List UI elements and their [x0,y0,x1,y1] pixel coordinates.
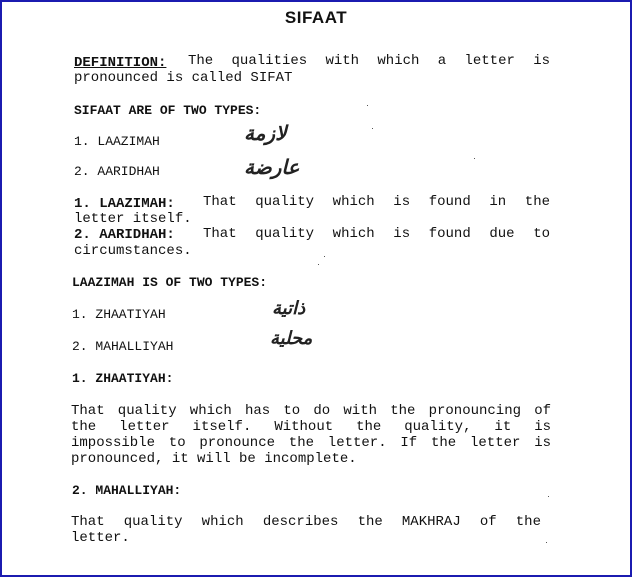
definition-label: DEFINITION: [74,55,167,71]
aaridhah-definition-line2: circumstances. [74,243,192,259]
aaridhah-definition-label: 2. AARIDHAH: [74,227,175,243]
zhaatiyah-line4: pronounced, it will be incomplete. [71,451,357,467]
types-heading: SIFAAT ARE OF TWO TYPES: [74,103,262,118]
type-item-laazimah: 1. LAAZIMAH [74,134,160,149]
laazimah-type-mahalliyah: 2. MAHALLIYAH [72,339,174,354]
arabic-laazimah-calligraphy: لازمة [244,121,287,145]
zhaatiyah-line3: impossible to pronounce the letter. If the letter is [71,435,551,451]
zhaatiyah-line1: That quality which has to do with the pronouncing of [71,403,551,419]
scan-speck [372,128,373,129]
arabic-zhaatiyah-calligraphy: ذاتية [272,298,306,319]
scan-speck [318,264,319,265]
definition-text-line2: pronounced is called SIFAT [74,70,293,86]
laazimah-definition-line1: That quality which is found in the [203,194,550,210]
aaridhah-definition-line1: That quality which is found due to [203,226,550,242]
laazimah-type-zhaatiyah: 1. ZHAATIYAH [72,307,166,322]
mahalliyah-line2: letter. [71,530,130,546]
scan-speck [324,256,325,257]
mahalliyah-heading: 2. MAHALLIYAH: [72,483,182,498]
zhaatiyah-heading: 1. ZHAATIYAH: [72,371,174,386]
laazimah-types-heading: LAAZIMAH IS OF TWO TYPES: [72,275,268,290]
scan-speck [367,105,368,106]
zhaatiyah-line2: the letter itself. Without the quality, it is [71,419,551,435]
scan-speck [548,496,549,497]
mahalliyah-line1: That quality which describes the MAKHRAJ of the [71,514,541,530]
laazimah-definition-label: 1. LAAZIMAH: [74,196,175,212]
page-title: SIFAAT [284,8,348,27]
type-item-aaridhah: 2. AARIDHAH [74,164,160,179]
definition-text-line1: The qualities with which a letter is [188,53,550,69]
laazimah-definition-line2: letter itself. [74,211,192,227]
arabic-mahalliyah-calligraphy: محلية [270,328,313,349]
scan-speck [474,158,475,159]
scan-speck [546,542,547,543]
arabic-aaridhah-calligraphy: عارضة [244,155,300,179]
